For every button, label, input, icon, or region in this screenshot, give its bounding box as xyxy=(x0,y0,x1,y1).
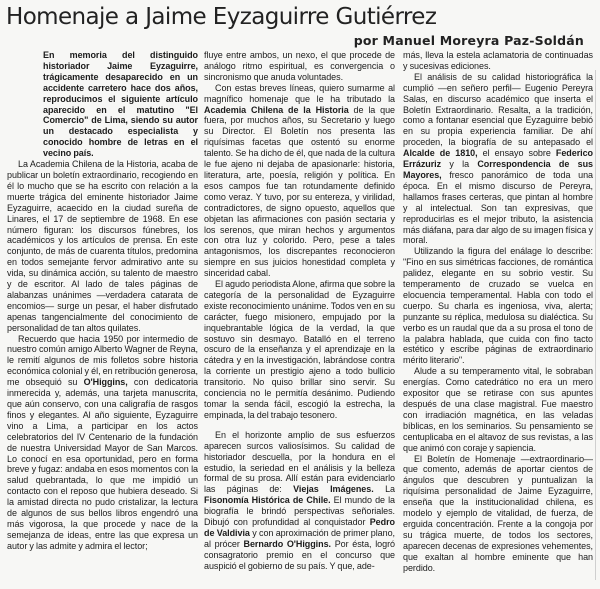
page-edge-divider xyxy=(595,70,596,580)
paragraph xyxy=(7,334,198,552)
paragraph-text: En el horizonte amplio de sus esfuerzos aparecen surcos valiosísimos. Su calidad de historiador descuella, por la hondura en el estudio, la seriedad en el análisis y la belleza formal de su prosa. Allí están para evidenciarlo las páginas de: xyxy=(204,429,395,495)
paragraph-text: El mundo de la biografía le brindó perspectivas señoriales. Dibujó con profundidad al conquistador xyxy=(204,495,395,528)
bold-title-text: Fisonomía Histórica de Chile. xyxy=(204,495,331,506)
paragraph xyxy=(204,83,395,279)
paragraph-text: Por ésta, logró consagratorio premio en el concurso que auspició el gobierno de su país. Y que, ade- xyxy=(204,538,395,571)
paragraph-text: La xyxy=(373,484,395,495)
paragraph-text: y con aproximación de primer plano, al prócer xyxy=(204,527,395,549)
bold-title-text: Correspondencia de sus Mayores, xyxy=(403,159,593,180)
paragraph-text: con dedicatoria inmerecida y, además, una tarjeta manuscrita, que aún conservo, con una caligrafía de rasgos finos y elegantes. Al año siguiente, Eyzaguirre vino a Lima, a participar en los actos celebratorios del IV Centenario de la fundación de nuestra Universidad Mayor de San Marcos. Lo conocí en esa oportunidad, pero en forma breve y fugaz: andaba en esos momentos con la salud quebrantada, lo que me impidió un contacto con el reposo que hubiera deseado. Si la amistad directa no pudo cristalizar, la lectura de algunos de sus bellos libros engendró una más vigorosa, la que procede y nace de la semejanza de ideas, entre las que expresa un autor y las admite y admira el lector; xyxy=(7,377,198,551)
paragraph xyxy=(403,246,593,366)
paragraph-text: La Academia Chilena de la Historia, acaba de publicar un boletín extraordinario, recogiendo en él lo mucho que se ha escrito con relación a la muerte trágica del eminente historiador Jaime Eyzaguirre, acaecido en la ciudad sureña de Linares, el 17 de septiembre de 1968. En ese número figuran: los discursos fúnebres, los académicos y los artículos de prensa. En este conjunto, de más de cuarenta títulos, predomina en todos semejante fervor admirativo ante su vida, su dinámica acción, su talento de maestro y de escritor. Al lado de tales páginas de alabanzas unánimes —verdadera catarata de encomios— surge un pesar, el haber disfrutado apenas tangencialmente del conocimiento de personalidad de tan altos quilates. xyxy=(7,159,198,333)
bold-title-text: Pedro de Valdivia xyxy=(204,517,395,538)
paragraph-text: El agudo periodista Alone, afirma que sobre la categoría de la personalidad de Eyzaguirre existe reconocimiento unánime. Todos ven en su carácter, fuego misionero, empujado por la inquebrantable lógica de la verdad, la que sostuvo sin desmayo. Batalló en el terreno oscuro de la enseñanza y el aprendizaje en la cátedra y en la investigación, labrándose contra la corriente un prestigio ajeno a todo bullicio transitorio. No quiso brillar sino servir. Su conciencia no le permitía desánimo. Pudiendo tomar la senda fácil, escogió la estrecha, la empinada, la del trabajo tesonero. xyxy=(204,279,395,420)
paragraph xyxy=(403,366,593,453)
paragraph-text: fluye entre ambos, un nexo, el que procede de análogo ritmo espiritual, es convergencia o sincronismo que anuda voluntades. xyxy=(204,50,395,82)
paragraph-text: El Boletín de Homenaje —extraordinario— que comento, además de aportar cientos de ángulos que descubren y puntualizan la riquísima personalidad de Jaime Eyzaguirre, enseña que la institucionalidad chilena, es modelo y ejemplo de vitalidad, de fuerza, de erguida concentración. Frente a la congoja por su trágica muerte, de todos los sectores, aparecen decenas de expresiones vehementes, que exaltan al hombre eminente que han perdido. xyxy=(403,453,593,573)
bold-title-text: Federico Errázuriz xyxy=(403,148,594,170)
paragraph xyxy=(403,72,593,247)
bold-title-text: Viejas Imágenes. xyxy=(293,484,374,495)
paragraph-text: Con estas breves líneas, quiero sumarme al magnífico homenaje que le ha tributado la xyxy=(204,82,395,104)
paragraph xyxy=(403,50,593,72)
article-column-1 xyxy=(7,50,198,552)
bold-title-text: Alcalde de 1810, xyxy=(403,148,478,159)
article-column-3 xyxy=(403,50,593,574)
paragraph-text: el ensayo sobre xyxy=(477,148,556,159)
paragraph-text: Alude a su temperamento vital, le sobraban energías. Como catedrático no era un mero expositor que se retirase con sus apuntes después de una clase magistral. Fue maestro con irradiación magnética, en las veladas bíblicas, en los seminarios. Su pensamiento se centuplicaba en el altavoz de sus revistas, a las que animó con coraje y sapiencia. xyxy=(403,366,593,453)
paragraph-text: Recuerdo que hacia 1950 por intermedio de nuestro común amigo Alberto Wagner de Reyna, le remití algunos de mis folletos sobre historia económica colonial y él, en retribución generosa, me obsequió su xyxy=(7,333,198,388)
paragraph-text: Utilizando la figura del enálage lo describe: "Fino en sus simétricas facciones, de romántica palidez, elegante en su sobrio vestir. Su temperamento de cruzado se vuelca en elocuencia temperamental. Habla con todo el cuerpo. Su charla es ingeniosa, viva, alerta; punzante su réplica, medulosa su dialéctica. Su verbo es un raudal que da a su prosa el tono de la palabra hablada, que cuida con fino tacto estético y escribe páginas de extraordinario mérito literario". xyxy=(403,246,593,366)
paragraph-text: El análisis de su calidad historiográfica la cumplió —en señero perfil— Eugenio Pereyra Salas, en discurso académico que inserta el Boletín Extraordinario. Resalta, a la tradición, como a fontanar esencial que Eyzaguirre bebió en su propia experiencia familiar. De ahí proceden, la biografía de su antepasado el xyxy=(403,71,593,148)
article-byline: por Manuel Moreyra Paz-Soldán xyxy=(353,33,584,48)
paragraph-text: de la que fuera, por muchos años, su Secretario y luego su Director. El Boletín nos presenta las riquísimas facetas que ostentó su enorme talento. Se ha dicho de él, que nada de la cultura le fue ajeno ni dejaba de apasionarle: historia, literatura, arte, poesía, religión y política. En esos campos fue tan rotundamente definido como veraz. Y tuvo, por su entereza, y virilidad, contradictores, de signo opuesto, aquellos que objetan las afirmaciones con pasión sectaria y los serenos, que miran hechos y argumentos con otra luz y colorido. Pero, pese a tales antagonismos, los discrepantes reconocieron siempre en sus juicios honestidad completa y sinceridad cabal. xyxy=(204,104,395,279)
paragraph-text: fresco panorámico de toda una época. En el mismo discurso de Pereyra, hallamos frases certeras, que pintan al hombre y al intelectual. Son tan expresivas, que reproducirlas es el mejor tributo, la asistencia más diáfana, para dar algo de su imagen física y moral. xyxy=(403,169,593,246)
paragraph xyxy=(204,50,395,83)
article-title: Homenaje a Jaime Eyzaguirre Gutiérrez xyxy=(6,4,437,30)
paragraph xyxy=(204,430,395,572)
article-column-2 xyxy=(204,50,395,572)
paragraph-text: más, lleva la estela aclamatoria de continuadas y sucesivas ediciones. xyxy=(403,50,593,71)
intro-note: En memoria del distinguido historiador Jaime Eyzaguirre, trágicamente desaparecido en un accidente carretero hace dos años, reproducimos el siguiente artículo aparecido en el matutino "El Comercio" de Lima, siendo su autor un destacado especialista y conocido hombre de letras en el vecino país. xyxy=(43,50,198,159)
bold-title-text: Bernardo O'Higgins. xyxy=(243,538,331,549)
bold-title-text: Academia Chilena de la Historia xyxy=(204,104,349,115)
paragraph xyxy=(403,454,593,574)
bold-title-text: O'Higgins, xyxy=(83,377,128,388)
paragraph-text: y la xyxy=(441,159,478,170)
paragraph xyxy=(204,279,395,421)
paragraph xyxy=(7,159,198,334)
